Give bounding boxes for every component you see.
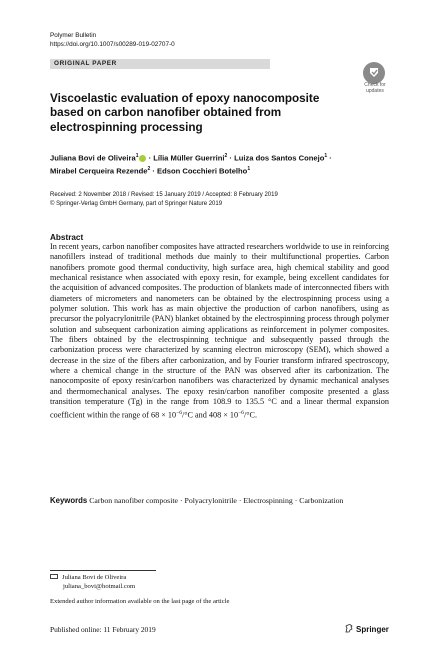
author-separator: · bbox=[150, 166, 158, 176]
check-for-updates-label bbox=[357, 83, 393, 94]
springer-horse-icon bbox=[345, 624, 353, 633]
dates-block bbox=[50, 191, 395, 209]
author-name[interactable]: Mirabel Cerqueira Rezende bbox=[50, 166, 148, 176]
article-type-label: ORIGINAL PAPER bbox=[54, 60, 117, 67]
author-affiliation: 1 bbox=[247, 166, 251, 173]
author-name[interactable]: Lília Müller Guerrini bbox=[153, 153, 225, 163]
corresponding-author bbox=[50, 573, 126, 582]
envelope-icon bbox=[50, 574, 58, 579]
author-list bbox=[50, 151, 395, 177]
footnote-divider bbox=[50, 570, 156, 571]
publisher-name: Springer bbox=[356, 625, 389, 634]
paper-title: Viscoelastic evaluation of epoxy nanocomposite based on carbon nanofiber obtained from electrospinning processing bbox=[50, 92, 320, 134]
author-name[interactable]: Luiza dos Santos Conejo bbox=[234, 153, 325, 163]
author-email[interactable]: juliana_bovi@hotmail.com bbox=[63, 583, 136, 590]
check-for-updates-line2: updates bbox=[366, 87, 384, 94]
abstract-text: In recent years, carbon nanofiber composites have attracted researchers worldwide to use in reinforcing nanofillers instead of traditional methods due mainly to their multifunctional properties. Carbon nanofibers promote good thermal conductivity, high surface area, high chemical stability and good mechanical resistance when associated with epoxy resin, for example, being excellent candidates for the acquisition of advanced composites. The production of blankets made of interconnected fibers with diameters of micrometers and nanometers can be obtained by the electrospinning process using a polymer solution. This work has as main objective the production of carbon nanofibers, using as precursor the polyacrylonitrile (PAN) blanket obtained by the electrospinning process through polymer solution and subsequent carbonization aiming applications as reinforcement in polymer composites. The fibers obtained by the electrospinning technique and subsequently passed through the carbonization process were characterized by scanning electron microscopy (SEM), which showed a decrease in the size of the fibers after carbonization, and by Fourier transform infrared spectroscopy, where a chemical change in the structure of the PAN was observed after its carbonization. The nanocomposite of epoxy resin/carbon nanofibers was characterized by dynamic mechanical analyses and thermomechanical analyses. The epoxy resin/carbon nanofiber composite presented a glass transition temperature (Tg) in the range from 108.9 to 135.5 °C and a linear thermal expansion coefficient within the range of 68 × 10 bbox=[50, 242, 389, 420]
author-affiliation: 1 bbox=[135, 153, 139, 159]
author-name[interactable]: Edson Cocchieri Botelho bbox=[157, 166, 248, 176]
abstract-exponent: −6 bbox=[238, 409, 244, 416]
abstract-exponent: −6 bbox=[176, 409, 182, 416]
check-for-updates-line1: Check for bbox=[364, 82, 386, 88]
author-name[interactable]: Juliana Bovi de Oliveira bbox=[50, 153, 136, 163]
journal-name: Polymer Bulletin bbox=[50, 32, 97, 39]
keywords-text: Carbon nanofiber composite · Polyacrylonitrile · Electrospinning · Carbonization bbox=[89, 496, 344, 505]
published-date: Published online: 11 February 2019 bbox=[50, 625, 156, 634]
author-separator: · bbox=[227, 153, 235, 163]
journal-header bbox=[50, 32, 175, 49]
check-for-updates-badge[interactable] bbox=[357, 62, 393, 98]
doi-link[interactable]: https://doi.org/10.1007/s00289-019-02707-0 bbox=[50, 40, 175, 48]
copyright-line: © Springer-Verlag GmbH Germany, part of Springer Nature 2019 bbox=[50, 200, 223, 207]
keywords-block bbox=[50, 496, 389, 507]
check-for-updates-icon bbox=[363, 62, 385, 84]
abstract-heading: Abstract bbox=[50, 233, 84, 242]
article-dates: Received: 2 November 2018 / Revised: 15 January 2019 / Accepted: 8 February 2019 bbox=[50, 192, 278, 198]
keywords-label: Keywords bbox=[50, 496, 88, 505]
publisher-logo[interactable] bbox=[345, 624, 389, 634]
author-affiliation: 1 bbox=[324, 153, 328, 159]
abstract-body bbox=[50, 242, 389, 421]
author-affiliation: 2 bbox=[224, 153, 228, 159]
abstract-text-end: /°C. bbox=[243, 410, 257, 420]
article-type-banner bbox=[50, 59, 270, 69]
corresponding-author-name: Juliana Bovi de Oliveira bbox=[62, 574, 127, 581]
abstract-text-mid: /°C and 408 × 10 bbox=[181, 410, 239, 420]
author-separator: · bbox=[146, 153, 154, 163]
author-affiliation: 2 bbox=[147, 166, 151, 173]
author-separator: · bbox=[327, 153, 332, 163]
extended-info-note: Extended author information available on the last page of the article bbox=[50, 598, 230, 605]
